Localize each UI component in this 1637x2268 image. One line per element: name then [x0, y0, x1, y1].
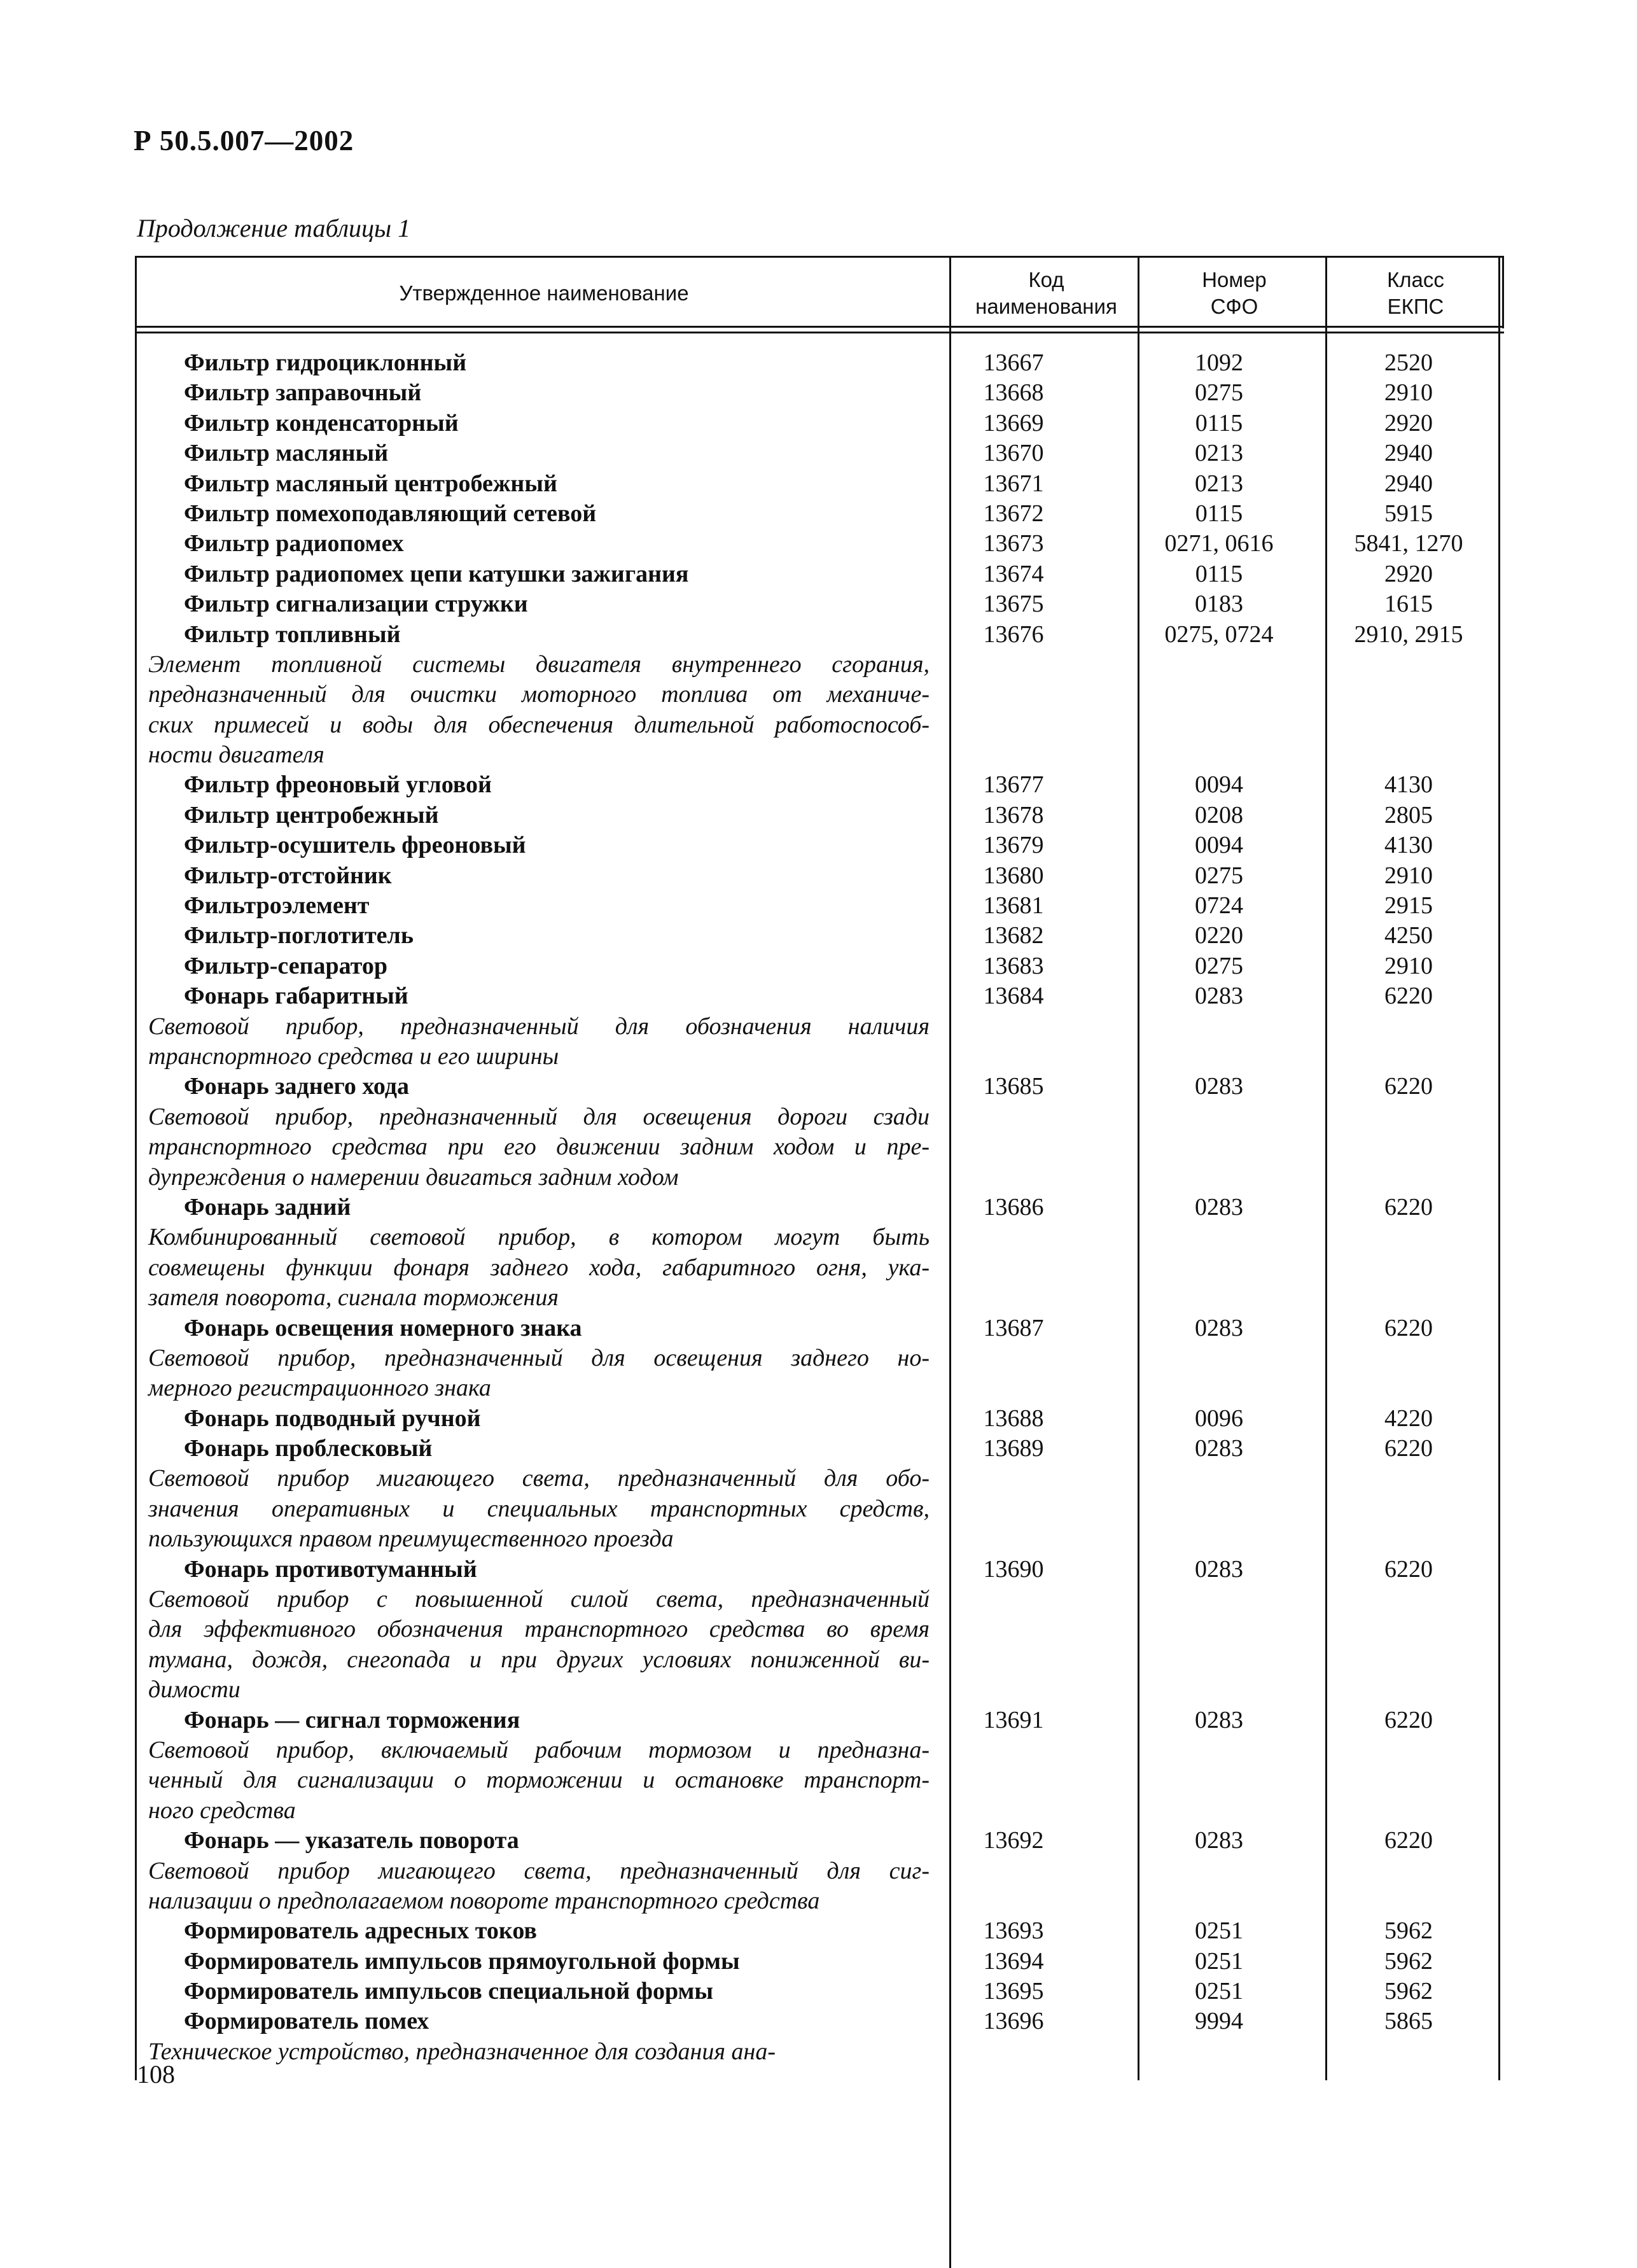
description-line [137, 1494, 1498, 1524]
item-sfo-number: 0275 [1195, 862, 1243, 889]
description-line [137, 1585, 1498, 1614]
description-line [137, 1283, 1498, 1313]
column-header-code: Код наименования [975, 268, 1117, 318]
item-description: ного средства [148, 1796, 296, 1824]
item-name: Фильтр радиопомех цепи катушки зажигания [184, 560, 689, 587]
description-line [137, 1012, 1498, 1042]
table-row [137, 951, 1498, 981]
item-name: Фонарь проблесковый [184, 1435, 433, 1462]
page-number: 108 [137, 2060, 175, 2089]
item-name: Фильтр сигнализации стружки [184, 591, 528, 618]
item-description: транспортного средства при его движении задним ходом и пре- [148, 1133, 930, 1161]
item-sfo-number: 0251 [1195, 1947, 1243, 1975]
item-description: Световой прибор мигающего света, предназначенный для сиг- [148, 1857, 930, 1884]
description-line [137, 1464, 1498, 1494]
description-line [137, 740, 1498, 770]
item-sfo-number: 0275 [1195, 379, 1243, 407]
item-code: 13673 [983, 530, 1044, 557]
item-ekps-class: 6220 [1384, 1193, 1433, 1221]
item-sfo-number: 0283 [1195, 983, 1243, 1010]
table-row [137, 1555, 1498, 1585]
item-name: Формирователь помех [184, 2008, 429, 2035]
item-sfo-number: 0283 [1195, 1435, 1243, 1462]
item-code: 13668 [983, 379, 1044, 407]
table-row [137, 529, 1498, 559]
item-sfo-number: 0094 [1195, 771, 1243, 799]
description-line [137, 1765, 1498, 1795]
item-code: 13667 [983, 349, 1044, 376]
item-code: 13684 [983, 983, 1044, 1010]
description-line [137, 1856, 1498, 1886]
item-sfo-number: 0275, 0724 [1164, 620, 1274, 648]
item-description: предназначенный для очистки моторного топлива от механиче- [148, 681, 930, 708]
item-code: 13679 [983, 832, 1044, 859]
item-code: 13692 [983, 1827, 1044, 1854]
item-name: Формирователь импульсов прямоугольной формы [184, 1947, 740, 1975]
header-divider-line [135, 332, 1504, 333]
description-line [137, 1222, 1498, 1252]
description-line [137, 1524, 1498, 1554]
item-description: мерного регистрационного знака [148, 1375, 491, 1402]
item-description: ских примесей и воды для обеспечения длительной работоспособ- [148, 711, 930, 738]
description-line [137, 2037, 1498, 2067]
item-ekps-class: 5962 [1384, 1947, 1433, 1975]
item-ekps-class: 5962 [1384, 1917, 1433, 1945]
description-line [137, 1253, 1498, 1283]
item-ekps-class: 2940 [1384, 470, 1433, 497]
table-row [137, 2006, 1498, 2036]
item-sfo-number: 1092 [1195, 349, 1243, 376]
item-sfo-number: 0724 [1195, 892, 1243, 920]
table-row [137, 861, 1498, 891]
item-sfo-number: 0213 [1195, 470, 1243, 497]
item-sfo-number: 0283 [1195, 1706, 1243, 1733]
table-row [137, 891, 1498, 921]
item-ekps-class: 4130 [1384, 832, 1433, 859]
item-code: 13671 [983, 470, 1044, 497]
item-code: 13695 [983, 1978, 1044, 2005]
table-row [137, 1826, 1498, 1856]
description-line [137, 1102, 1498, 1132]
table-row [137, 348, 1498, 378]
item-code: 13688 [983, 1404, 1044, 1432]
item-sfo-number: 0251 [1195, 1978, 1243, 2005]
item-description: Техническое устройство, предназначенное для создания ана- [148, 2038, 776, 2065]
item-name: Фонарь — указатель поворота [184, 1827, 519, 1854]
item-description: пользующихся правом преимущественного проезда [148, 1525, 674, 1553]
item-name: Фильтроэлемент [184, 892, 370, 920]
table-row [137, 981, 1498, 1011]
item-description: Световой прибор мигающего света, предназначенный для обо- [148, 1465, 930, 1492]
item-code: 13686 [983, 1193, 1044, 1221]
item-name: Фонарь задний [184, 1193, 351, 1221]
table-row [137, 921, 1498, 951]
table-row [137, 801, 1498, 830]
item-ekps-class: 2910 [1384, 952, 1433, 979]
item-ekps-class: 2915 [1384, 892, 1433, 920]
description-line [137, 1373, 1498, 1403]
item-description: тумана, дождя, снегопада и при других условиях пониженной ви- [148, 1646, 930, 1673]
item-name: Формирователь адресных токов [184, 1917, 537, 1945]
table-row [137, 559, 1498, 589]
table-row [137, 1313, 1498, 1343]
item-name: Фильтр помехоподавляющий сетевой [184, 500, 597, 527]
item-code: 13678 [983, 801, 1044, 829]
item-code: 13670 [983, 440, 1044, 467]
item-name: Фонарь габаритный [184, 983, 408, 1010]
item-description: зателя поворота, сигнала торможения [148, 1284, 559, 1312]
item-name: Фильтр-осушитель фреоновый [184, 832, 526, 859]
item-name: Фильтр фреоновый угловой [184, 771, 492, 799]
item-ekps-class: 5915 [1384, 500, 1433, 527]
item-code: 13676 [983, 620, 1044, 648]
item-code: 13683 [983, 952, 1044, 979]
item-sfo-number: 0271, 0616 [1164, 530, 1274, 557]
item-ekps-class: 2805 [1384, 801, 1433, 829]
item-name: Фильтр масляный [184, 440, 389, 467]
item-ekps-class: 5962 [1384, 1978, 1433, 2005]
table-row [137, 1193, 1498, 1222]
description-line [137, 1042, 1498, 1072]
item-name: Фонарь заднего хода [184, 1073, 410, 1100]
item-name: Фонарь подводный ручной [184, 1404, 481, 1432]
item-ekps-class: 4220 [1384, 1404, 1433, 1432]
item-name: Фильтр-сепаратор [184, 952, 387, 979]
table-row [137, 1072, 1498, 1102]
table-row [137, 1404, 1498, 1434]
table-header [135, 256, 1504, 328]
item-ekps-class: 4250 [1384, 922, 1433, 949]
item-ekps-class: 6220 [1384, 1073, 1433, 1100]
item-sfo-number: 0115 [1195, 500, 1243, 527]
item-code: 13687 [983, 1314, 1044, 1341]
item-code: 13685 [983, 1073, 1044, 1100]
table-row [137, 589, 1498, 619]
item-ekps-class: 1615 [1384, 591, 1433, 618]
item-sfo-number: 0208 [1195, 801, 1243, 829]
item-sfo-number: 0096 [1195, 1404, 1243, 1432]
item-name: Фильтр-отстойник [184, 862, 392, 889]
item-name: Фонарь освещения номерного знака [184, 1314, 582, 1341]
description-line [137, 1163, 1498, 1193]
table-row [137, 1434, 1498, 1464]
item-description: для эффективного обозначения транспортного средства во время [148, 1616, 930, 1643]
item-sfo-number: 0213 [1195, 440, 1243, 467]
item-ekps-class: 5865 [1384, 2008, 1433, 2035]
item-description: совмещены функции фонаря заднего хода, габаритного огня, ука- [148, 1254, 930, 1281]
item-ekps-class: 2920 [1384, 409, 1433, 437]
item-description: Элемент топливной системы двигателя внутреннего сгорания, [148, 650, 930, 678]
table-row [137, 830, 1498, 860]
item-sfo-number: 0275 [1195, 952, 1243, 979]
description-line [137, 1675, 1498, 1705]
table-row [137, 620, 1498, 650]
table-row [137, 1705, 1498, 1735]
item-ekps-class: 2910 [1384, 862, 1433, 889]
table-row [137, 409, 1498, 438]
item-name: Фильтр масляный центробежный [184, 470, 557, 497]
item-name: Фильтр топливный [184, 620, 401, 648]
item-sfo-number: 0251 [1195, 1917, 1243, 1945]
item-sfo-number: 0283 [1195, 1827, 1243, 1854]
item-sfo-number: 0094 [1195, 832, 1243, 859]
column-header-name: Утвержденное наименование [399, 281, 689, 305]
item-description: Световой прибор, включаемый рабочим тормозом и предназна- [148, 1736, 930, 1763]
item-description: Световой прибор с повышенной силой света, предназначенный [148, 1586, 930, 1613]
item-sfo-number: 0183 [1195, 591, 1243, 618]
item-code: 13677 [983, 771, 1044, 799]
item-description: нализации о предполагаемом повороте транспортного средства [148, 1887, 820, 1914]
item-code: 13672 [983, 500, 1044, 527]
item-ekps-class: 6220 [1384, 1314, 1433, 1341]
column-header-sfo: Номер СФО [1202, 268, 1267, 318]
item-description: Световой прибор, предназначенный для освещения заднего но- [148, 1344, 930, 1371]
item-code: 13691 [983, 1706, 1044, 1733]
description-line [137, 1645, 1498, 1675]
table-row [137, 469, 1498, 499]
header-divider-line [135, 326, 1504, 328]
item-name: Фильтр-поглотитель [184, 922, 414, 949]
table-row [137, 770, 1498, 800]
description-line [137, 680, 1498, 710]
item-code: 13696 [983, 2008, 1044, 2035]
item-description: значения оперативных и специальных транспортных средств, [148, 1495, 930, 1522]
table-row [137, 438, 1498, 468]
table-row [137, 499, 1498, 529]
item-ekps-class: 2910, 2915 [1354, 620, 1463, 648]
item-sfo-number: 0115 [1195, 560, 1243, 587]
item-ekps-class: 6220 [1384, 983, 1433, 1010]
description-line [137, 1735, 1498, 1765]
item-code: 13694 [983, 1947, 1044, 1975]
item-ekps-class: 6220 [1384, 1706, 1433, 1733]
item-name: Фильтр заправочный [184, 379, 422, 407]
item-ekps-class: 2940 [1384, 440, 1433, 467]
item-sfo-number: 0283 [1195, 1555, 1243, 1583]
item-description: Комбинированный световой прибор, в котором могут быть [148, 1224, 930, 1251]
item-ekps-class: 6220 [1384, 1435, 1433, 1462]
item-ekps-class: 2920 [1384, 560, 1433, 587]
item-code: 13689 [983, 1435, 1044, 1462]
item-sfo-number: 0283 [1195, 1073, 1243, 1100]
item-name: Фильтр центробежный [184, 801, 439, 829]
item-code: 13669 [983, 409, 1044, 437]
item-sfo-number: 0283 [1195, 1314, 1243, 1341]
description-line [137, 1796, 1498, 1826]
item-sfo-number: 0115 [1195, 409, 1243, 437]
item-ekps-class: 5841, 1270 [1354, 530, 1463, 557]
item-name: Фонарь противотуманный [184, 1555, 477, 1583]
table-body [137, 348, 1498, 2067]
column-header-ekps: Класс ЕКПС [1387, 268, 1444, 318]
item-name: Формирователь импульсов специальной формы [184, 1978, 714, 2005]
item-description: Световой прибор, предназначенный для освещения дороги сзади [148, 1103, 930, 1130]
item-code: 13693 [983, 1917, 1044, 1945]
item-ekps-class: 2520 [1384, 349, 1433, 376]
item-description: ченный для сигнализации о торможении и остановке транспорт- [148, 1767, 930, 1794]
description-line [137, 1614, 1498, 1644]
item-name: Фонарь — сигнал торможения [184, 1706, 520, 1733]
item-code: 13682 [983, 922, 1044, 949]
description-line [137, 1886, 1498, 1916]
item-code: 13690 [983, 1555, 1044, 1583]
item-name: Фильтр конденсаторный [184, 409, 459, 437]
item-description: дупреждения о намерении двигаться задним ходом [148, 1163, 679, 1191]
item-ekps-class: 6220 [1384, 1827, 1433, 1854]
table-row [137, 1947, 1498, 1977]
item-name: Фильтр гидроциклонный [184, 349, 467, 376]
table-caption: Продолжение таблицы 1 [137, 214, 411, 242]
document-code: Р 50.5.007—2002 [134, 125, 354, 157]
item-description: ности двигателя [148, 741, 324, 769]
description-line [137, 1132, 1498, 1162]
item-name: Фильтр радиопомех [184, 530, 404, 557]
table-row [137, 1916, 1498, 1946]
item-code: 13674 [983, 560, 1044, 587]
item-code: 13680 [983, 862, 1044, 889]
description-line [137, 650, 1498, 680]
table-row [137, 1977, 1498, 2006]
item-code: 13675 [983, 591, 1044, 618]
item-sfo-number: 0283 [1195, 1193, 1243, 1221]
item-ekps-class: 6220 [1384, 1555, 1433, 1583]
item-ekps-class: 4130 [1384, 771, 1433, 799]
item-sfo-number: 9994 [1195, 2008, 1243, 2035]
item-ekps-class: 2910 [1384, 379, 1433, 407]
description-line [137, 710, 1498, 740]
item-description: Световой прибор, предназначенный для обозначения наличия [148, 1012, 930, 1040]
item-description: димости [148, 1676, 240, 1704]
item-sfo-number: 0220 [1195, 922, 1243, 949]
item-code: 13681 [983, 892, 1044, 920]
item-description: транспортного средства и его ширины [148, 1042, 559, 1070]
table-row [137, 378, 1498, 408]
description-line [137, 1343, 1498, 1373]
